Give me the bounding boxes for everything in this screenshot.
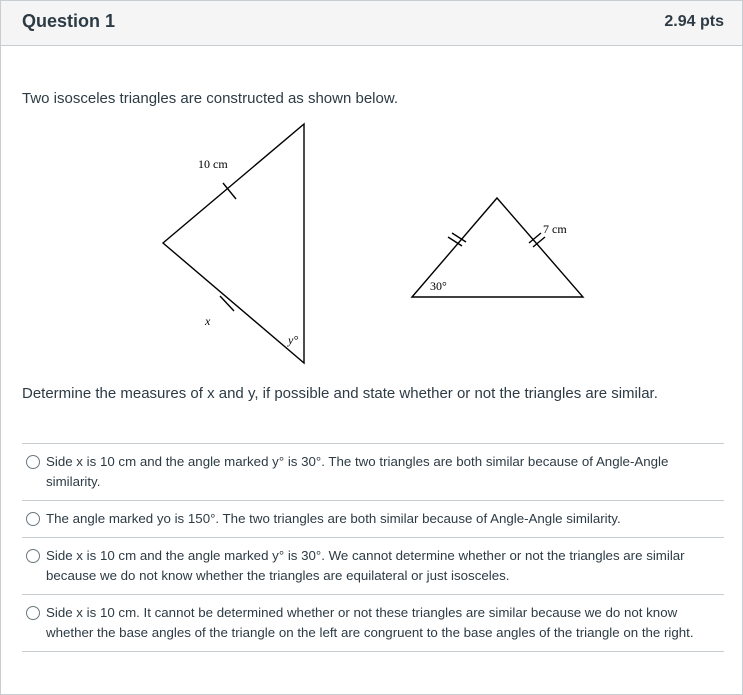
question-prompt: Determine the measures of x and y, if possible and state whether or not the triangles are similar. xyxy=(22,385,658,402)
radio-button-icon[interactable] xyxy=(26,455,40,469)
answer-option-4[interactable] xyxy=(22,594,724,652)
answer-option-1[interactable] xyxy=(22,443,724,500)
answer-option-label: Side x is 10 cm and the angle marked y° is 30°. The two triangles are both similar because of Angle-Angle similarity. xyxy=(46,454,669,489)
triangles-figure xyxy=(1,1,743,381)
answer-option-label: Side x is 10 cm. It cannot be determined whether or not these triangles are similar because we do not know whether the base angles of the triangle on the left are congruent to the base angles of the triangle on the right. xyxy=(46,605,694,640)
right-angle-label: 30° xyxy=(430,279,447,293)
radio-button-icon[interactable] xyxy=(26,606,40,620)
answer-option-3[interactable] xyxy=(22,537,724,594)
answer-list xyxy=(22,443,724,652)
radio-button-icon[interactable] xyxy=(26,549,40,563)
answer-option-2[interactable] xyxy=(22,500,724,537)
left-triangle xyxy=(163,124,304,363)
question-intro: Two isosceles triangles are constructed as shown below. xyxy=(22,90,399,107)
radio-button-icon[interactable] xyxy=(26,512,40,526)
answer-option-label: The angle marked yo is 150°. The two triangles are both similar because of Angle-Angle similarity. xyxy=(46,511,621,526)
question-points: 2.94 pts xyxy=(664,13,724,30)
answer-option-label: Side x is 10 cm and the angle marked y° is 30°. We cannot determine whether or not the triangles are similar because we do not know whether the triangles are equilateral or just isosceles. xyxy=(46,548,685,583)
left-angle-label-y: y° xyxy=(288,333,299,347)
right-side-label: 7 cm xyxy=(543,222,567,236)
left-side-label-x: x xyxy=(205,314,211,328)
left-side-label-top: 10 cm xyxy=(198,157,228,171)
question-title: Question 1 xyxy=(22,11,116,31)
